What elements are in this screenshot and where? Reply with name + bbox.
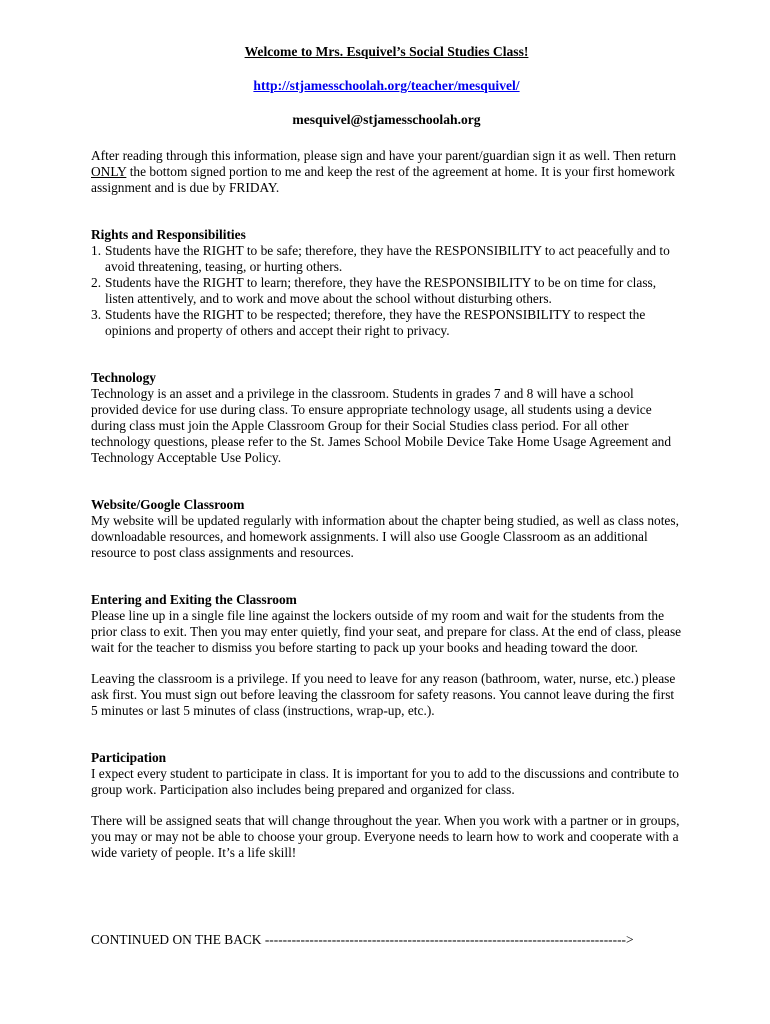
teacher-website-link[interactable]: http://stjamesschoolah.org/teacher/mesquivel/ [253, 78, 520, 93]
participation-title: Participation [91, 750, 167, 765]
entering-title: Entering and Exiting the Classroom [91, 592, 297, 607]
intro-emphasis: ONLY [91, 164, 127, 179]
website-section-text: My website will be updated regularly with information about the chapter being studied, as well as class notes, downloadable resources, and homework assignments. I will also use Google Classroom as an additional resource to post class assignments and resources. [91, 513, 679, 560]
entering-section [91, 592, 682, 719]
intro-text-before: After reading through this information, please sign and have your parent/guardian sign it as well. Then return [91, 148, 677, 163]
rights-list [91, 243, 682, 339]
rights-item-text: Students have the RIGHT to learn; therefore, they have the RESPONSIBILITY to be on time for class, listen attentively, and to work and move about the school without disturbing others. [105, 275, 657, 306]
website-section-title: Website/Google Classroom [91, 497, 245, 512]
rights-item [91, 275, 682, 307]
rights-item-number: 3. [91, 307, 102, 322]
rights-item-number: 2. [91, 275, 102, 290]
document-header [91, 44, 682, 128]
technology-title: Technology [91, 370, 156, 385]
rights-title: Rights and Responsibilities [91, 227, 246, 242]
rights-item-number: 1. [91, 243, 102, 258]
rights-item-text: Students have the RIGHT to be respected; therefore, they have the RESPONSIBILITY to respect the opinions and property of others and accept their right to privacy. [105, 307, 646, 338]
technology-text: Technology is an asset and a privilege in the classroom. Students in grades 7 and 8 will have a school provided device for use during class. To ensure appropriate technology usage, all students using a device during class must join the Apple Classroom Group for their Social Studies class period. For all other technology questions, please refer to the St. James School Mobile Device Take Home Usage Agreement and Technology Acceptable Use Policy. [91, 386, 672, 465]
intro-text-after: the bottom signed portion to me and keep the rest of the agreement at home. It is your first homework assignment and is due by FRIDAY. [91, 164, 675, 195]
participation-section [91, 750, 682, 861]
rights-item-text: Students have the RIGHT to be safe; therefore, they have the RESPONSIBILITY to act peacefully and to avoid threatening, teasing, or hurting others. [105, 243, 670, 274]
continued-footer: CONTINUED ON THE BACK ---------------------------------------------------------------------------------> [91, 932, 634, 947]
rights-item [91, 243, 682, 275]
rights-section [91, 227, 682, 339]
participation-text: I expect every student to participate in class. It is important for you to add to the discussions and contribute to group work. Participation also includes being prepared and organized for class. [91, 766, 679, 797]
teacher-email: mesquivel@stjamesschoolah.org [292, 112, 481, 127]
leaving-text: Leaving the classroom is a privilege. If you need to leave for any reason (bathroom, water, nurse, etc.) please ask first. You must sign out before leaving the classroom for safety reasons. You cannot leave during the first 5 minutes or last 5 minutes of class (instructions, wrap-up, etc.). [91, 671, 676, 718]
intro-paragraph [91, 148, 682, 196]
document-title: Welcome to Mrs. Esquivel’s Social Studies Class! [244, 44, 529, 59]
rights-item [91, 307, 682, 339]
seating-text: There will be assigned seats that will change throughout the year. When you work with a partner or in groups, you may or may not be able to choose your group. Everyone needs to learn how to work and cooperate with a wide variety of people. It’s a life skill! [91, 813, 680, 860]
website-section [91, 497, 682, 561]
technology-section [91, 370, 682, 466]
entering-text: Please line up in a single file line against the lockers outside of my room and wait for the students from the prior class to exit. Then you may enter quietly, find your seat, and prepare for class. At the end of class, please wait for the teacher to dismiss you before starting to pack up your books and heading toward the door. [91, 608, 682, 655]
